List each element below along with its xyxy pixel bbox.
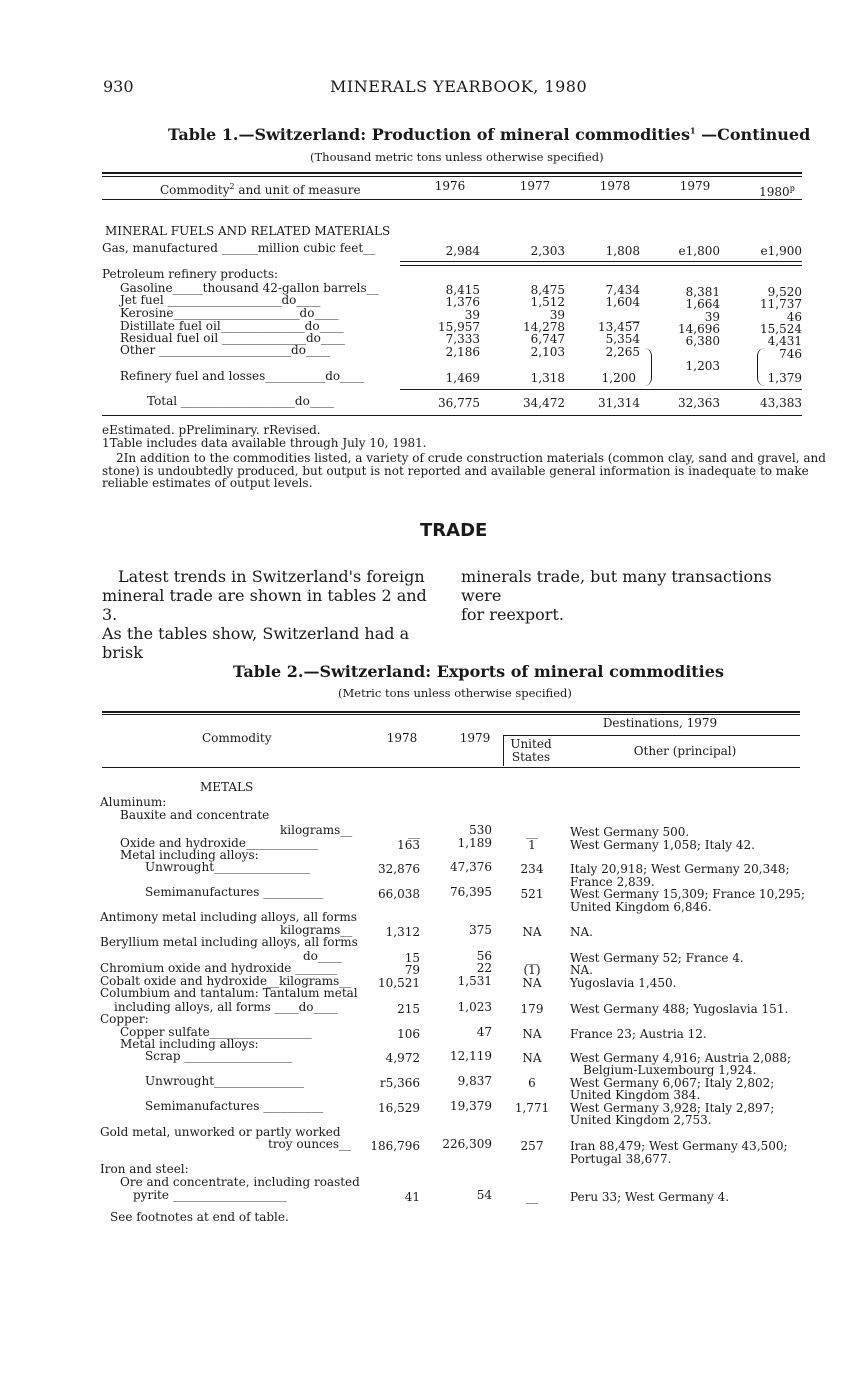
table1-header-1980: 1980$^p$	[759, 184, 795, 199]
table2-cell-us: 1	[528, 838, 536, 852]
table1-cell: 1,808	[605, 244, 640, 258]
table1-cell: e1,800	[678, 244, 720, 258]
trade-col1-line: mineral trade are shown in tables 2 and 3.	[102, 586, 427, 624]
table2-cell-1979: 22	[476, 961, 492, 975]
table2-cell-us: __	[526, 951, 538, 965]
table2-cell-1978: 79	[404, 963, 420, 977]
table1-cell: 2,186	[445, 345, 480, 359]
table1-cell: 39	[549, 308, 565, 322]
table2-cell-1979: 1,531	[457, 974, 492, 988]
table1-cell: 7,434	[605, 283, 640, 297]
table1-footnote-2-line3: reliable estimates of output levels.	[102, 476, 313, 490]
table2-header-1978: 1978	[386, 731, 418, 745]
table2-cell-other: West Germany 6,067; Italy 2,802;	[570, 1076, 775, 1090]
table2-row-label: Unwrought_______________	[145, 1074, 305, 1088]
table2-cell-1978: 106	[397, 1027, 420, 1041]
table1-title: Table 1.—Switzerland: Production of mineral commodities$^1$ —Continued	[168, 125, 811, 144]
table2-row-label: Antimony metal including alloys, all forms	[100, 910, 357, 924]
table1-cell: 11,737	[760, 297, 802, 311]
table1-header-1976: 1976	[434, 179, 466, 193]
table2-cell-1979: 9,837	[457, 1074, 492, 1088]
table2-cell-1978: 1,312	[385, 925, 420, 939]
table1-cell: 1,376	[445, 295, 480, 309]
table1-cell: 15,524	[760, 322, 802, 336]
table1-header-1979: 1979	[679, 179, 711, 193]
table2-row-label: Metal including alloys:	[120, 848, 259, 862]
table2-cell-1978: 15	[404, 951, 420, 965]
running-title: MINERALS YEARBOOK, 1980	[330, 77, 588, 96]
table1-row-label: Residual fuel oil ______________do____	[120, 331, 345, 345]
table2-cell-us: NA	[522, 1051, 542, 1065]
table1-footnote-2-line1: 2In addition to the commodities listed, a variety of crude construction materials (common clay, sand and gravel, and	[116, 451, 826, 465]
table1-row-label: Kerosine_____________________do____	[120, 306, 339, 320]
table1-subtotal-rule-2	[400, 265, 802, 266]
table1-cell: 1,318	[530, 371, 565, 385]
table1-cell: 6,747	[530, 332, 565, 346]
table2-row-label: Beryllium metal including alloys, all forms	[100, 935, 358, 949]
table1-cell: 746	[779, 347, 802, 361]
table2-cell-1978: 10,521	[378, 976, 420, 990]
table1-header-1978: 1978	[599, 179, 631, 193]
table2-cell-1978: 186,796	[370, 1139, 420, 1153]
table2-cell-1978: 41	[404, 1190, 420, 1204]
table2-row-label: Chromium oxide and hydroxide _______	[100, 961, 338, 975]
table2-row-label: Ore and concentrate, including roasted	[120, 1175, 360, 1189]
trade-paragraph-col1	[102, 567, 440, 662]
table1-cell: 1,379	[767, 371, 802, 385]
table2-cell-1978: 16,529	[378, 1101, 420, 1115]
table1-cell: 8,475	[530, 283, 565, 297]
table2-cell-other: Italy 20,918; West Germany 20,348;	[570, 862, 790, 876]
table1-row-label: Gas, manufactured ______million cubic feet__	[102, 241, 376, 255]
table2-row-label: Scrap __________________	[145, 1049, 293, 1063]
table1-header-1977: 1977	[519, 179, 551, 193]
table1-cell: 1,469	[445, 371, 480, 385]
table2-cell-other: Portugal 38,677.	[570, 1152, 672, 1166]
table2-cell-1978: 4,972	[385, 1051, 420, 1065]
table1-cell: 32,363	[678, 396, 720, 410]
table2-row-label: Aluminum:	[100, 795, 167, 809]
table1-cell: 39	[464, 308, 480, 322]
table2-cell-other: Yugoslavia 1,450.	[570, 976, 677, 990]
table2-section-heading: METALS	[200, 780, 254, 794]
table1-cell: 34,472	[523, 396, 565, 410]
table1-cell: 7,333	[445, 332, 480, 346]
table2-cell-other: Iran 88,479; West Germany 43,500;	[570, 1139, 788, 1153]
table2-cell-other: NA.	[570, 963, 593, 977]
table2-cell-1979: 375	[469, 923, 492, 937]
table1-cell: 1,664	[685, 297, 720, 311]
table2-cell-other: West Germany 488; Yugoslavia 151.	[570, 1002, 789, 1016]
table2-cell-other: NA.	[570, 925, 593, 939]
table2-cell-us: 257	[520, 1139, 544, 1153]
table2-cell-1979: 47	[476, 1025, 492, 1039]
table2-cell-1979: 56	[476, 949, 492, 963]
table2-row-label: pyrite ___________________	[133, 1188, 287, 1202]
table2-cell-us: 1,771	[514, 1101, 550, 1115]
table2-destinations-rule	[503, 735, 800, 736]
table1-row-label: Distillate fuel oil______________do____	[120, 319, 344, 333]
right-brace	[641, 348, 652, 386]
table1-cell: 8,381	[685, 285, 720, 299]
table1-cell: 1,200	[601, 371, 636, 385]
table2-row-label: Semimanufactures __________	[145, 1099, 324, 1113]
table2-see-footnotes: See footnotes at end of table.	[110, 1210, 289, 1224]
table1-row-label: Refinery fuel and losses__________do____	[120, 369, 365, 383]
table2-row-label: Columbium and tantalum: Tantalum metal	[100, 986, 358, 1000]
table1-cell: 2,265	[605, 345, 640, 359]
table2-cell-1978: 163	[397, 838, 420, 852]
table1-cell: __	[628, 308, 640, 322]
table2-header-other: Other (principal)	[633, 744, 737, 758]
table2-header-commodity: Commodity	[202, 731, 272, 745]
table1-cell: 2,984	[445, 244, 480, 258]
table1-cell: 4,431	[767, 334, 802, 348]
table1-row-label: Jet fuel ___________________do____	[120, 293, 321, 307]
table1-cell: 43,383	[760, 396, 802, 410]
table2-cell-other: West Germany 1,058; Italy 42.	[570, 838, 755, 852]
table2-cell-1978: r5,366	[379, 1076, 420, 1090]
table1-bottom-rule	[102, 415, 802, 416]
table2-row-label: Copper sulfate_________________	[120, 1025, 312, 1039]
table1-header-commodity: Commodity$^2$ and unit of measure	[160, 182, 361, 197]
table1-cell: 1,512	[530, 295, 565, 309]
trade-col1-line: Latest trends in Switzerland's foreign	[118, 567, 425, 586]
trade-col1-line: As the tables show, Switzerland had a brisk	[102, 624, 410, 662]
table2-cell-us: 521	[520, 887, 544, 901]
table2-row-label: Iron and steel:	[100, 1162, 189, 1176]
table1-cell: 39	[704, 310, 720, 324]
table1-subtotal-rule	[400, 261, 802, 262]
table1-footnote-2-line2: stone) is undoubtedly produced, but output is not reported and available general information is inadequate to make	[102, 464, 809, 478]
table2-cell-1978: 66,038	[378, 887, 420, 901]
table2-cell-1979: 1,023	[457, 1000, 492, 1014]
table2-header-us-line1: United	[510, 737, 552, 751]
table1-cell: 5,354	[605, 332, 640, 346]
table2-cell-other: West Germany 4,916; Austria 2,088;	[570, 1051, 792, 1065]
table2-cell-other: West Germany 52; France 4.	[570, 951, 744, 965]
table2-cell-us: __	[526, 825, 538, 839]
table2-header-us-line2: States	[511, 750, 551, 764]
table2-row-label: Oxide and hydroxide____________	[120, 836, 318, 850]
table2-cell-other: France 23; Austria 12.	[570, 1027, 707, 1041]
table2-row-label: do____	[303, 949, 342, 963]
table2-row-label: Gold metal, unworked or partly worked	[100, 1125, 341, 1139]
table2-cell-1979: 1,189	[457, 836, 492, 850]
table1-row-label: Total ___________________do____	[147, 394, 334, 408]
table1-footnote-1: 1Table includes data available through July 10, 1981.	[102, 436, 427, 450]
table2-cell-1978: 215	[397, 1002, 420, 1016]
table2-header-destinations: Destinations, 1979	[602, 716, 718, 730]
table2-cell-other: United Kingdom 384.	[570, 1088, 701, 1102]
table2-cell-1979: 226,309	[442, 1137, 492, 1151]
table1-cell: 15,957	[438, 320, 480, 334]
trade-paragraph-col2	[461, 567, 803, 624]
table1-cell: 14,278	[523, 320, 565, 334]
table2-cell-1979: 47,376	[450, 860, 492, 874]
table2-cell-1979: 19,379	[450, 1099, 492, 1113]
table1-cell: 9,520	[767, 285, 802, 299]
table2-cell-us: NA	[522, 925, 542, 939]
table1-cell: 2,303	[530, 244, 565, 258]
table2-cell-us: 6	[528, 1076, 536, 1090]
table1-total-rule	[400, 389, 802, 390]
table2-header-1979: 1979	[459, 731, 491, 745]
table1-cell: 14,696	[678, 322, 720, 336]
table2-cell-1978: __	[408, 825, 420, 839]
table2-cell-1978: 32,876	[378, 862, 420, 876]
table1-row-label: Petroleum refinery products:	[102, 267, 279, 281]
table2-cell-other: West Germany 3,928; Italy 2,897;	[570, 1101, 775, 1115]
table1-subtitle: (Thousand metric tons unless otherwise specified)	[310, 150, 604, 164]
table2-cell-1979: 530	[469, 823, 492, 837]
table2-cell-us: (1)	[523, 963, 541, 977]
trade-col2-line: for reexport.	[461, 605, 564, 624]
table2-row-label: troy ounces__	[268, 1137, 352, 1151]
table2-top-rule-thin	[102, 714, 800, 715]
table2-cell-other: France 2,839.	[570, 875, 655, 889]
table2-cell-1979: 54	[476, 1188, 492, 1202]
table2-cell-us: NA	[522, 976, 542, 990]
table2-cell-other: Belgium-Luxembourg 1,924.	[583, 1063, 757, 1077]
table1-section-heading: MINERAL FUELS AND RELATED MATERIALS	[105, 224, 391, 238]
table2-cell-other: West Germany 500.	[570, 825, 690, 839]
table2-cell-1979: 76,395	[450, 885, 492, 899]
trade-heading: TRADE	[420, 520, 488, 541]
table2-top-rule	[102, 711, 800, 713]
table1-cell: 36,775	[438, 396, 480, 410]
table2-cell-other: West Germany 15,309; France 10,295;	[570, 887, 805, 901]
table1-cell: e1,900	[760, 244, 802, 258]
table2-cell-other: United Kingdom 6,846.	[570, 900, 712, 914]
table1-cell: 2,103	[530, 345, 565, 359]
table1-cell: 31,314	[598, 396, 640, 410]
table2-subtitle: (Metric tons unless otherwise specified)	[338, 686, 572, 700]
table2-row-label: Metal including alloys:	[120, 1037, 259, 1051]
table2-row-label: including alloys, all forms ____do____	[114, 1000, 338, 1014]
table2-row-label: Cobalt oxide and hydroxide__kilograms__	[100, 974, 352, 988]
table1-cell: 13,457	[598, 320, 640, 334]
table1-top-rule	[102, 172, 802, 174]
trade-col2-line: minerals trade, but many transactions were	[461, 567, 772, 605]
table2-cell-us: 234	[520, 862, 544, 876]
table1-cell: 46	[786, 310, 802, 324]
table1-header-rule	[102, 199, 802, 200]
table2-cell-us: __	[526, 1190, 538, 1204]
table2-cell-us: NA	[522, 1027, 542, 1041]
table2-header-rule	[102, 767, 800, 768]
table1-row-label: Other ______________________do____	[120, 343, 330, 357]
table1-cell: 8,415	[445, 283, 480, 297]
table2-row-label: Copper:	[100, 1012, 149, 1026]
table1-cell: 1,604	[605, 295, 640, 309]
table2-row-label: Bauxite and concentrate	[120, 808, 270, 822]
table1-cell-merged-1979: 1,203	[685, 359, 720, 373]
table2-title: Table 2.—Switzerland: Exports of mineral commodities	[233, 662, 724, 681]
table1-top-rule-thin	[102, 176, 802, 177]
table2-row-label: kilograms__	[280, 823, 353, 837]
table1-row-label: Gasoline_____thousand 42-gallon barrels__	[120, 281, 379, 295]
table2-cell-1979: 12,119	[450, 1049, 492, 1063]
table1-footnote-symbols: eEstimated. pPreliminary. rRevised.	[102, 423, 321, 437]
table2-row-label: Semimanufactures __________	[145, 885, 324, 899]
table2-row-label: kilograms__	[280, 923, 353, 937]
table2-cell-other: United Kingdom 2,753.	[570, 1113, 712, 1127]
table1-cell: 6,380	[685, 334, 720, 348]
page-number: 930	[103, 77, 134, 96]
table2-row-label: Unwrought________________	[145, 860, 311, 874]
table2-cell-us: 179	[520, 1002, 544, 1016]
table2-cell-other: Peru 33; West Germany 4.	[570, 1190, 730, 1204]
